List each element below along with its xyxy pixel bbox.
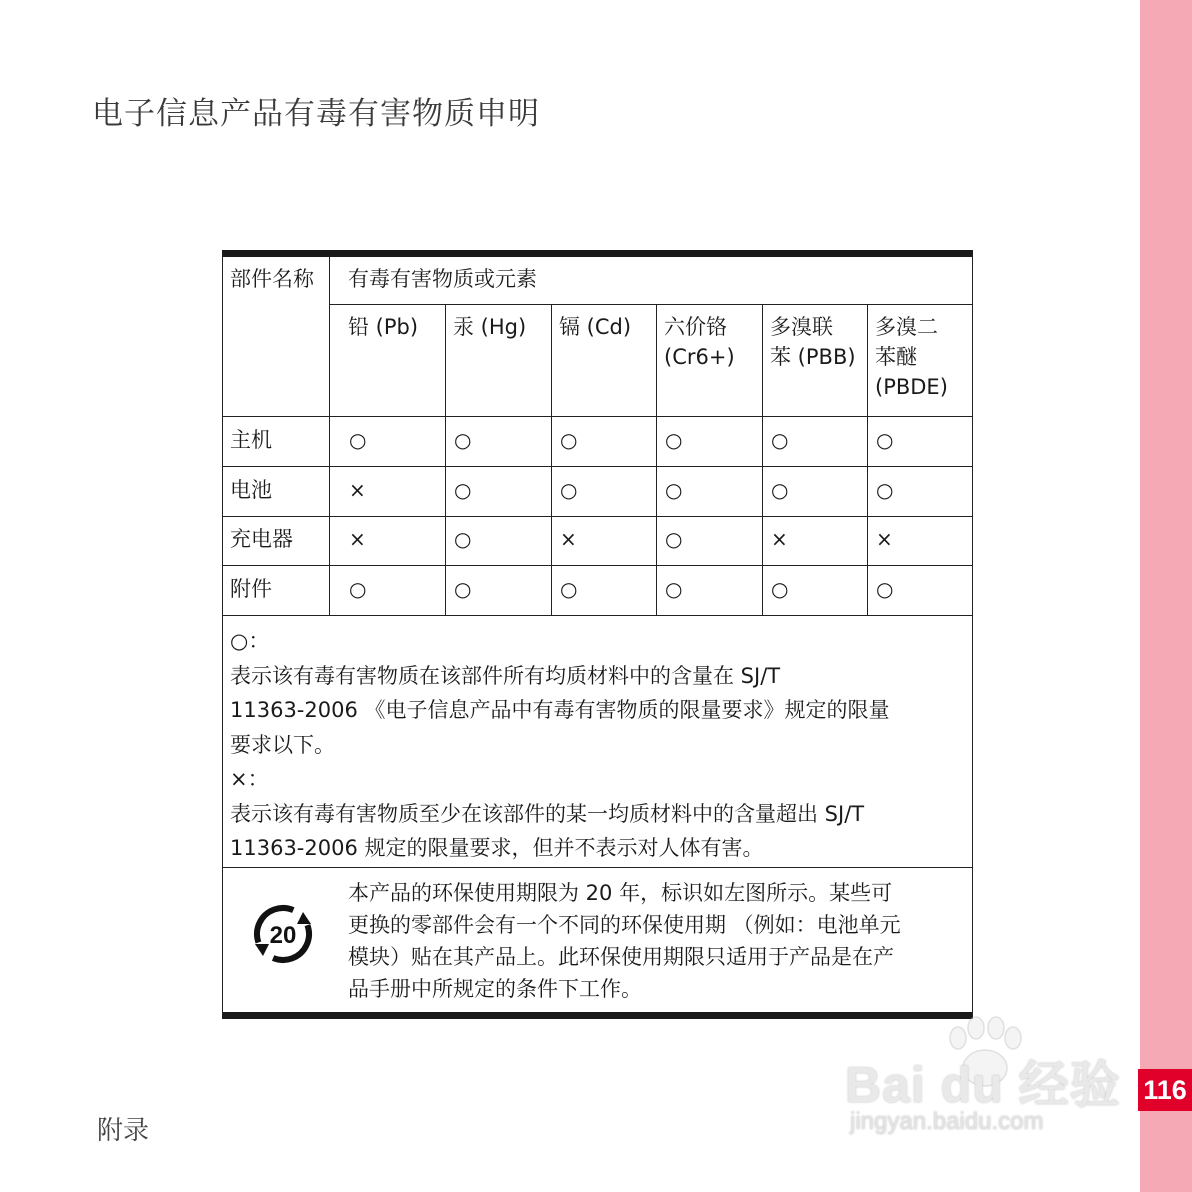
substance-header-cr6: 六价铬 (Cr6+) bbox=[664, 315, 735, 369]
substance-header-cd: 镉 (Cd) bbox=[559, 315, 632, 339]
mark-cell: ○ bbox=[349, 428, 367, 452]
epup-logo-text: 20 bbox=[269, 922, 297, 949]
row-name-host: 主机 bbox=[230, 428, 272, 452]
grid-line bbox=[223, 516, 972, 517]
mark-cell: ○ bbox=[771, 577, 789, 601]
mark-cell: ○ bbox=[665, 428, 683, 452]
watermark-url: jingyan.baidu.com bbox=[850, 1108, 1044, 1135]
grid-line bbox=[223, 416, 972, 417]
circle-legend-text: 11363-2006 《电子信息产品中有毒有害物质的限量要求》规定的限量 bbox=[230, 698, 890, 722]
cross-legend-label: ×： bbox=[230, 767, 269, 791]
mark-cell: × bbox=[349, 478, 366, 502]
grid-line bbox=[330, 304, 972, 305]
grid-line bbox=[762, 304, 763, 615]
mark-cell: ○ bbox=[876, 428, 894, 452]
mark-cell: × bbox=[876, 527, 893, 551]
circle-legend-label: ○： bbox=[230, 629, 270, 653]
grid-line bbox=[656, 304, 657, 615]
circle-legend-text: 表示该有毒有害物质在该部件所有均质材料中的含量在 SJ/T bbox=[230, 663, 781, 688]
page-title: 电子信息产品有毒有害物质申明 bbox=[92, 96, 540, 132]
mark-cell: ○ bbox=[454, 478, 472, 502]
row-name-accessories: 附件 bbox=[230, 577, 272, 601]
mark-cell: × bbox=[349, 527, 366, 551]
grid-line bbox=[223, 466, 972, 467]
substance-header-pbb: 多溴联 苯 (PBB) bbox=[770, 315, 856, 369]
grid-line bbox=[867, 304, 868, 615]
mark-cell: ○ bbox=[560, 428, 578, 452]
epup-20-recycle-icon bbox=[251, 902, 315, 966]
mark-cell: × bbox=[560, 527, 577, 551]
mark-cell: ○ bbox=[454, 527, 472, 551]
side-strip bbox=[1140, 0, 1192, 1192]
grid-line bbox=[445, 304, 446, 615]
footer-label: 附录 bbox=[97, 1116, 150, 1146]
row-name-battery: 电池 bbox=[230, 478, 272, 502]
mark-cell: ○ bbox=[665, 527, 683, 551]
grid-line bbox=[551, 304, 552, 615]
epup-statement: 本产品的环保使用期限为 20 年，标识如左图所示。某些可 更换的零部件会有一个不同的环保使用期 （例如：电池单元 模块）贴在其产品上。此环保使用期限只适用于产品是在产 品手册中所规定的条件下工作。 bbox=[348, 881, 901, 1001]
watermark-brand: Bai du 经验 bbox=[845, 1057, 1121, 1113]
page-number: 116 bbox=[1138, 1069, 1192, 1111]
grid-line bbox=[223, 615, 972, 616]
grid-line bbox=[223, 565, 972, 566]
part-name-header: 部件名称 bbox=[230, 267, 314, 291]
mark-cell: ○ bbox=[876, 577, 894, 601]
mark-cell: ○ bbox=[454, 577, 472, 601]
row-name-charger: 充电器 bbox=[230, 527, 293, 551]
substance-header-pbde: 多溴二 苯醚 (PBDE) bbox=[875, 315, 948, 399]
mark-cell: ○ bbox=[771, 478, 789, 502]
mark-cell: ○ bbox=[454, 428, 472, 452]
legend-notes bbox=[230, 624, 965, 866]
grid-line bbox=[329, 257, 330, 615]
mark-cell: ○ bbox=[560, 478, 578, 502]
mark-cell: × bbox=[771, 527, 788, 551]
mark-cell: ○ bbox=[665, 478, 683, 502]
mark-cell: ○ bbox=[349, 577, 367, 601]
substances-group-header: 有毒有害物质或元素 bbox=[348, 267, 537, 291]
cross-legend-text: 11363-2006 规定的限量要求，但并不表示对人体有害。 bbox=[230, 836, 764, 860]
mark-cell: ○ bbox=[876, 478, 894, 502]
mark-cell: ○ bbox=[560, 577, 578, 601]
hazardous-substances-table bbox=[222, 250, 973, 1019]
circle-legend-text: 要求以下。 bbox=[230, 732, 335, 757]
substance-header-pb: 铅 (Pb) bbox=[348, 315, 419, 339]
mark-cell: ○ bbox=[771, 428, 789, 452]
mark-cell: ○ bbox=[665, 577, 683, 601]
substance-header-hg: 汞 (Hg) bbox=[453, 315, 527, 339]
cross-legend-text: 表示该有毒有害物质至少在该部件的某一均质材料中的含量超出 SJ/T bbox=[230, 801, 865, 826]
grid-line bbox=[223, 867, 972, 868]
